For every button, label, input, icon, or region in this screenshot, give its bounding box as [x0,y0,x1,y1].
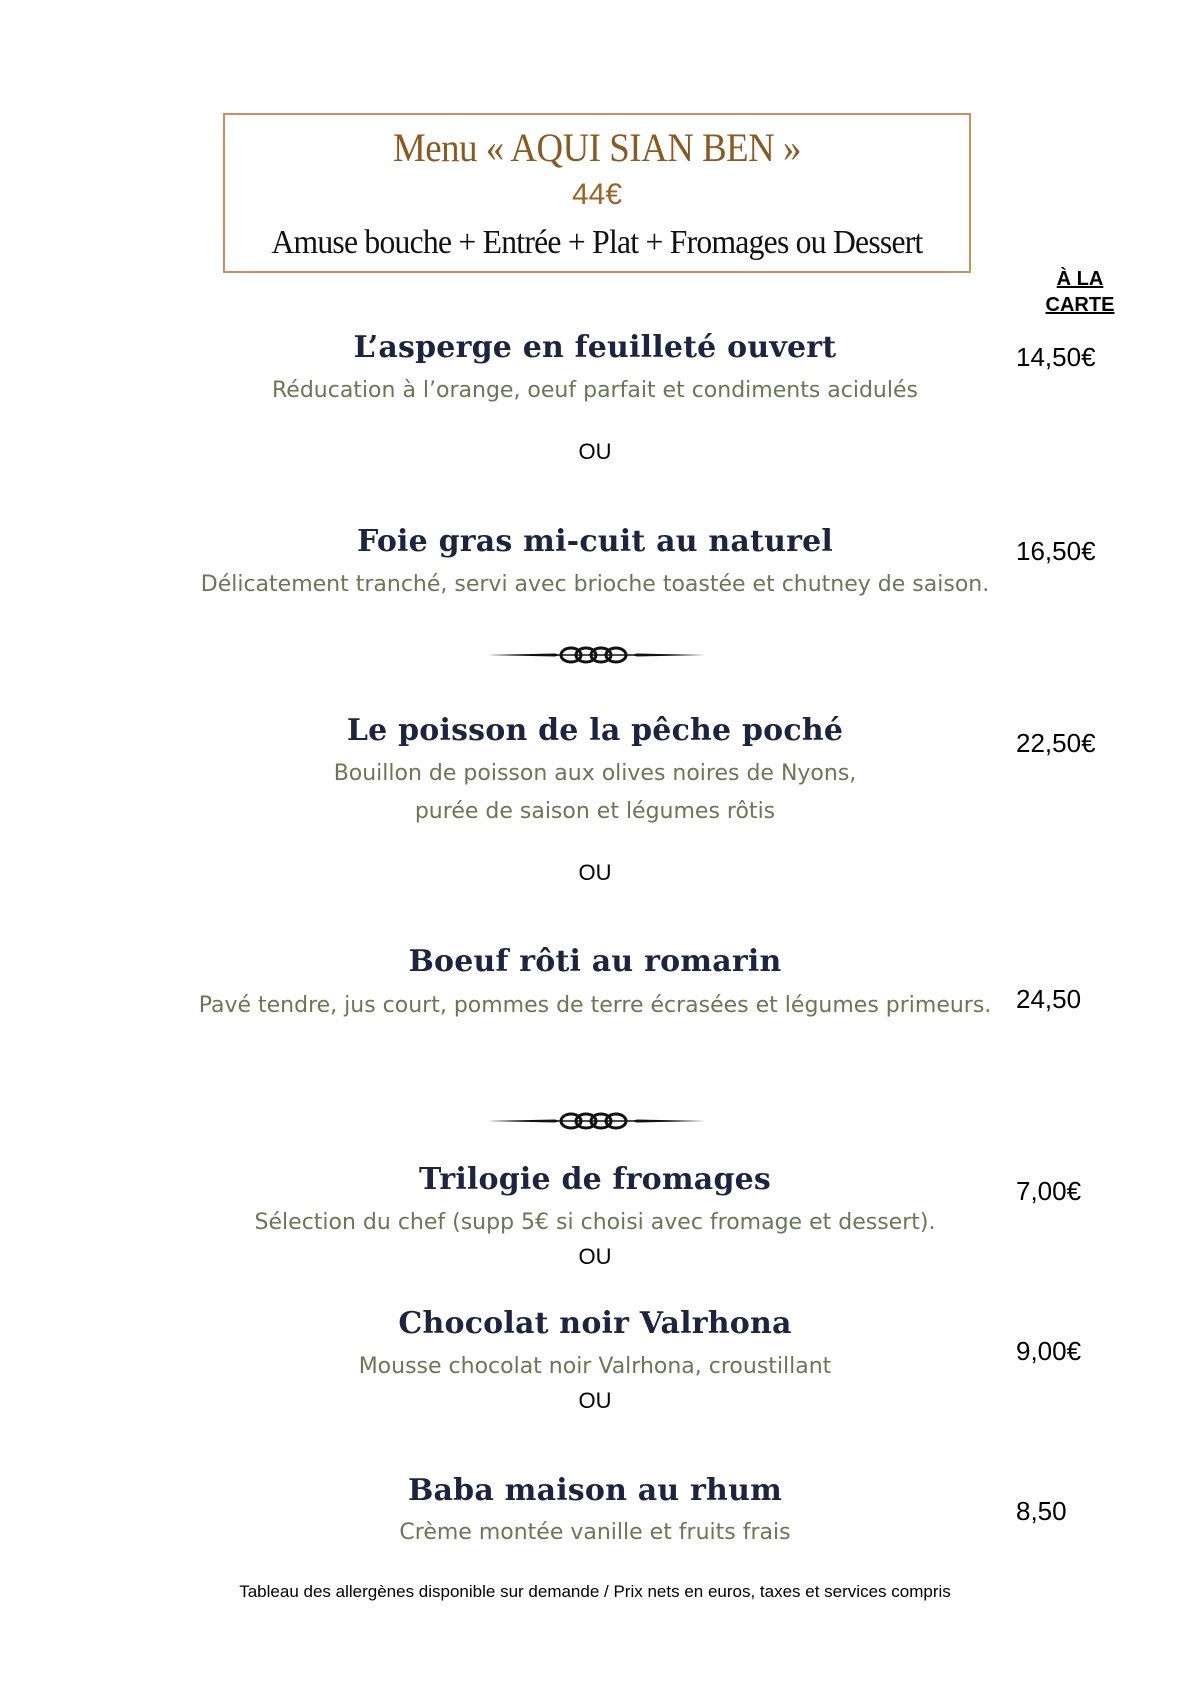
dish-name-poisson: Le poisson de la pêche poché [346,713,844,748]
dish-name-chocolat: Chocolat noir Valrhona [398,1306,792,1341]
dish-desc-chocolat: Mousse chocolat noir Valrhona, croustillant [358,1354,832,1379]
dish-desc-poisson-line1: Bouillon de poisson aux olives noires de Nyons, [333,761,857,786]
dish-desc-asperge: Réducation à l’orange, oeuf parfait et condiments acidulés [271,378,918,403]
a-la-carte-label [1030,266,1130,318]
dish-desc-poisson-line2: purée de saison et légumes rôtis [414,799,776,824]
dish-desc-boeuf: Pavé tendre, jus court, pommes de terre écrasées et légumes primeurs. [198,993,992,1018]
ou-separator: OU [578,1388,612,1413]
a-la-carte-line1: À LA [1056,268,1104,290]
price-poisson: 22,50€ [1016,728,1096,758]
menu-formula: Amuse bouche + Entrée + Plat + Fromages ou Dessert [271,224,923,261]
dish-name-fromages: Trilogie de fromages [418,1162,772,1197]
price-baba: 8,50 [1016,1496,1067,1526]
menu-price: 44€ [571,178,623,211]
ou-separator: OU [578,439,612,464]
dish-name-asperge: L’asperge en feuilleté ouvert [353,330,837,365]
menu-title: Menu « AQUI SIAN BEN » [393,125,801,170]
ornament-divider-icon [485,1106,707,1136]
dish-desc-foie-gras: Délicatement tranché, servi avec brioche toastée et chutney de saison. [200,572,990,597]
footer-note: Tableau des allergènes disponible sur demande / Prix nets en euros, taxes et services compris [239,1582,951,1601]
ou-separator: OU [578,1244,612,1269]
dish-name-boeuf: Boeuf rôti au romarin [408,944,782,979]
price-fromages: 7,00€ [1016,1176,1082,1206]
price-boeuf: 24,50 [1016,984,1082,1014]
price-chocolat: 9,00€ [1016,1336,1082,1366]
dish-desc-baba: Crème montée vanille et fruits frais [399,1520,791,1545]
dish-desc-fromages: Sélection du chef (supp 5€ si choisi avec fromage et dessert). [254,1210,936,1235]
ornament-divider-icon [485,640,707,670]
price-foie-gras: 16,50€ [1016,536,1096,566]
dish-name-baba: Baba maison au rhum [407,1473,783,1508]
a-la-carte-line2: CARTE [1045,294,1115,316]
ou-separator: OU [578,860,612,885]
price-asperge: 14,50€ [1016,342,1096,372]
dish-name-foie-gras: Foie gras mi-cuit au naturel [356,524,834,559]
